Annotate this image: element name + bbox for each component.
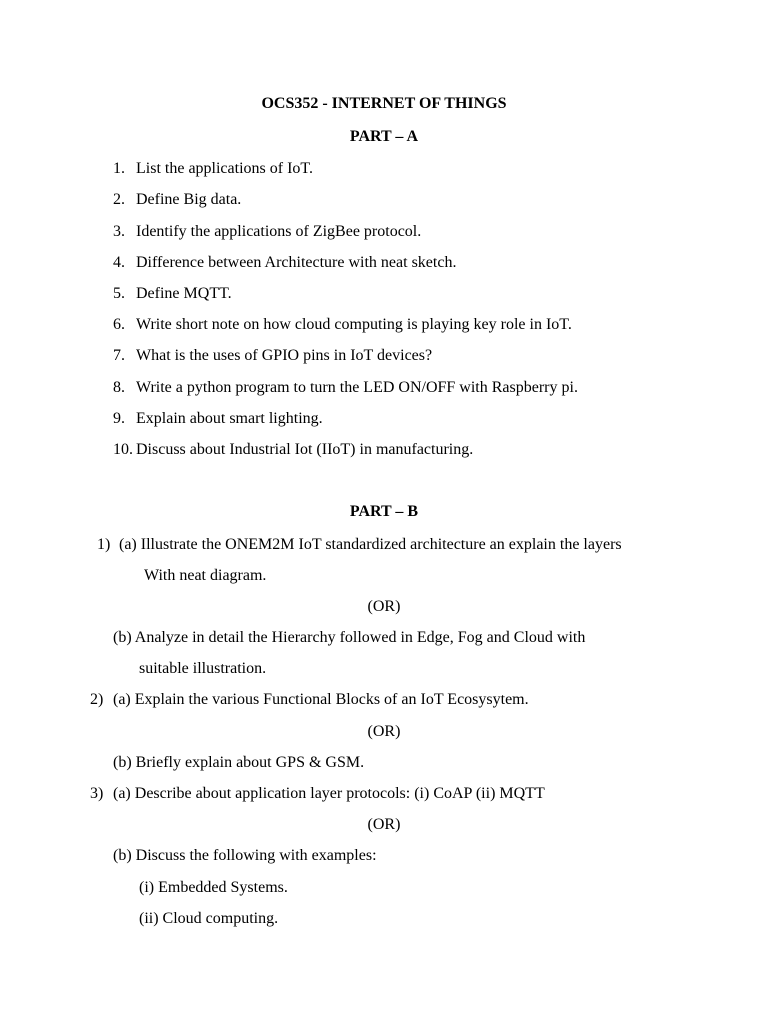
question-number: 1) bbox=[97, 536, 111, 553]
question-text: List the applications of IoT. bbox=[136, 160, 313, 177]
or-separator: (OR) bbox=[367, 816, 401, 833]
question-text: Write a python program to turn the LED ON/OFF with Raspberry pi. bbox=[136, 379, 578, 396]
part-b-heading: PART – B bbox=[349, 503, 419, 520]
question-number: 2. bbox=[113, 191, 125, 208]
part-a-heading: PART – A bbox=[349, 128, 419, 145]
question-number: 10. bbox=[113, 441, 133, 458]
or-separator: (OR) bbox=[367, 723, 401, 740]
question-text: (a) Illustrate the ONEM2M IoT standardized architecture an explain the layers bbox=[119, 536, 622, 553]
question-text: Explain about smart lighting. bbox=[136, 410, 323, 427]
question-text: Define MQTT. bbox=[136, 285, 232, 302]
question-number: 9. bbox=[113, 410, 125, 427]
question-text-continued: With neat diagram. bbox=[144, 567, 267, 584]
question-number: 2) bbox=[90, 691, 104, 708]
sub-item: (ii) Cloud computing. bbox=[139, 910, 279, 927]
question-text: Difference between Architecture with neat sketch. bbox=[136, 254, 457, 271]
question-text: (b) Discuss the following with examples: bbox=[113, 847, 377, 864]
question-text-continued: suitable illustration. bbox=[139, 660, 267, 677]
question-number: 7. bbox=[113, 347, 125, 364]
question-number: 3) bbox=[90, 785, 104, 802]
question-text: Define Big data. bbox=[136, 191, 242, 208]
question-number: 4. bbox=[113, 254, 125, 271]
document-title: OCS352 - INTERNET OF THINGS bbox=[261, 95, 507, 112]
sub-item: (i) Embedded Systems. bbox=[139, 879, 288, 896]
question-number: 1. bbox=[113, 160, 125, 177]
question-text: (b) Analyze in detail the Hierarchy followed in Edge, Fog and Cloud with bbox=[113, 629, 586, 646]
question-number: 5. bbox=[113, 285, 125, 302]
question-text: What is the uses of GPIO pins in IoT devices? bbox=[136, 347, 433, 364]
question-text: Write short note on how cloud computing is playing key role in IoT. bbox=[136, 316, 572, 333]
or-separator: (OR) bbox=[367, 598, 401, 615]
question-text: (b) Briefly explain about GPS & GSM. bbox=[113, 754, 365, 771]
question-number: 3. bbox=[113, 223, 125, 240]
question-text: (a) Describe about application layer protocols: (i) CoAP (ii) MQTT bbox=[113, 785, 545, 802]
question-text: Identify the applications of ZigBee protocol. bbox=[136, 223, 422, 240]
question-text: (a) Explain the various Functional Blocks of an IoT Ecosysytem. bbox=[113, 691, 529, 708]
question-number: 6. bbox=[113, 316, 125, 333]
question-number: 8. bbox=[113, 379, 125, 396]
question-text: Discuss about Industrial Iot (IIoT) in manufacturing. bbox=[136, 441, 474, 458]
